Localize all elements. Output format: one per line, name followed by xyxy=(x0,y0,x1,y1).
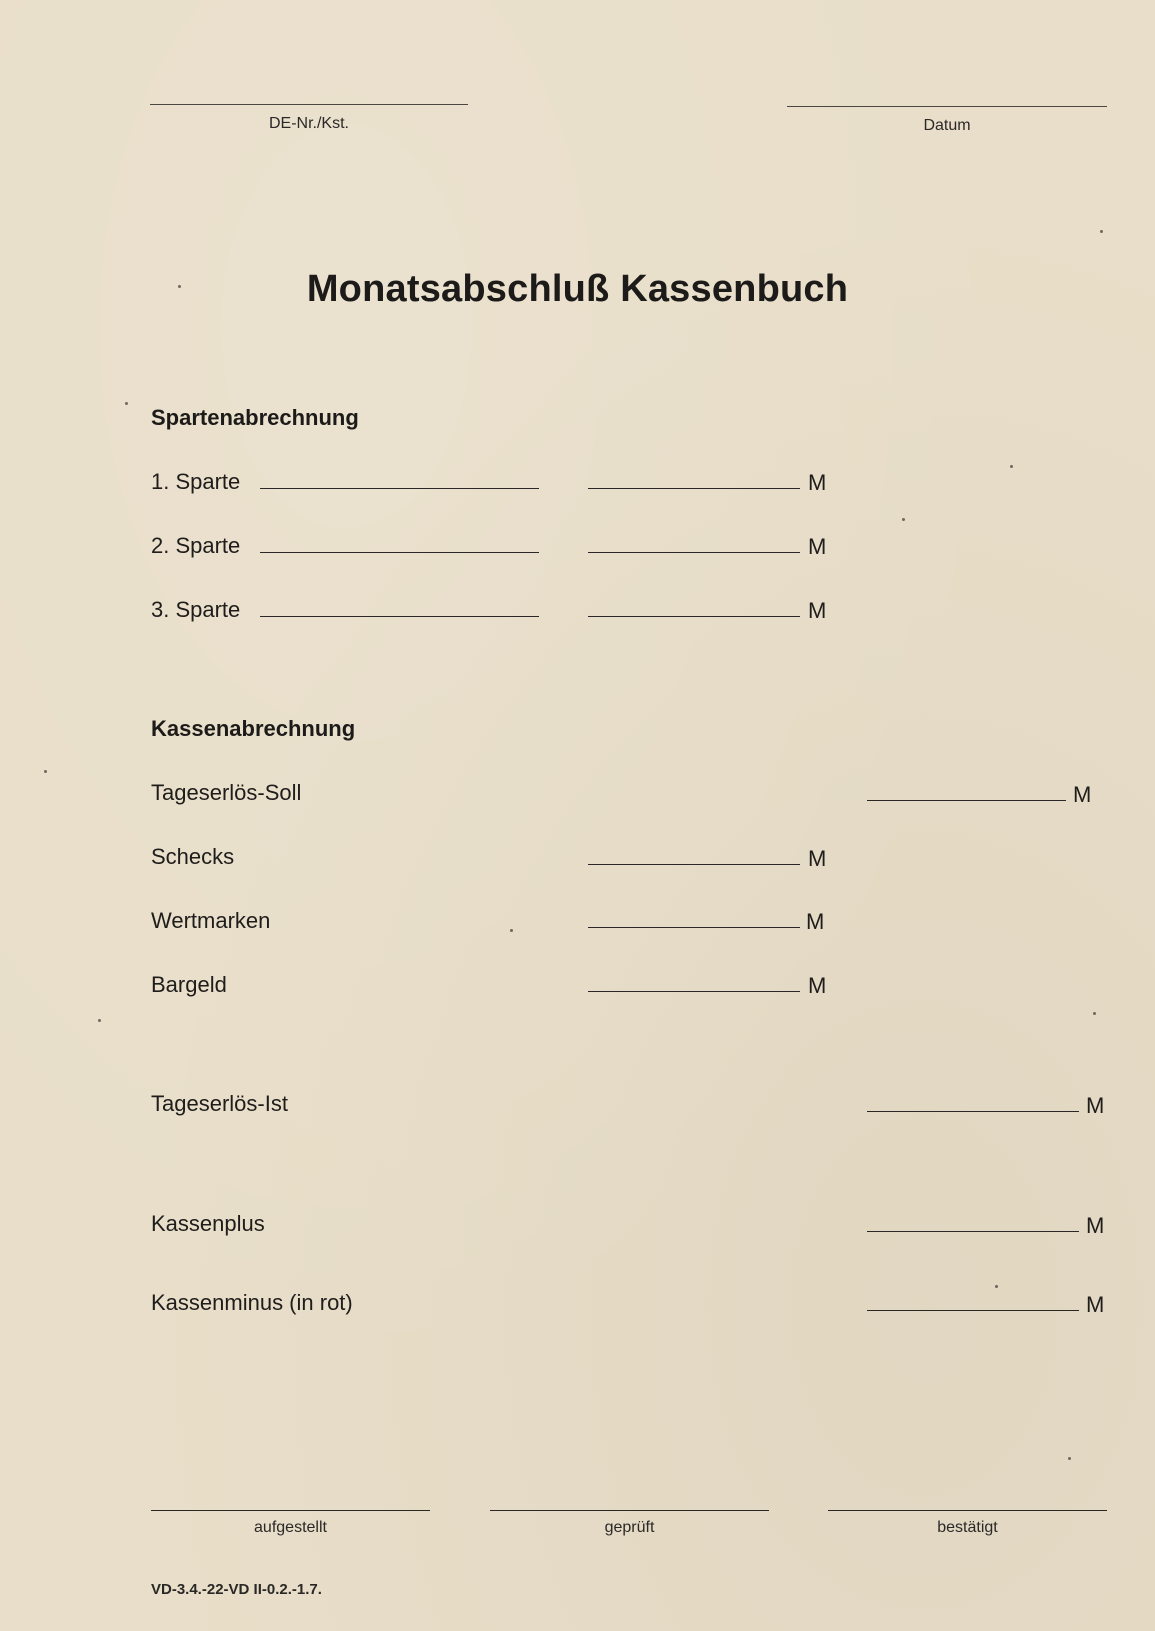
tageserloes-soll-line[interactable] xyxy=(867,800,1066,801)
form-code: VD-3.4.-22-VD II-0.2.-1.7. xyxy=(151,1581,322,1598)
kassenminus-label: Kassenminus (in rot) xyxy=(151,1290,353,1315)
de-nr-caption: DE-Nr./Kst. xyxy=(268,115,349,132)
bargeld-line[interactable] xyxy=(588,991,800,992)
paper-speck xyxy=(995,1285,998,1288)
sparte-2-unit: M xyxy=(808,534,827,559)
paper-speck xyxy=(902,518,905,521)
datum-caption: Datum xyxy=(923,117,971,134)
paper-speck xyxy=(1068,1457,1071,1460)
wertmarken-label: Wertmarken xyxy=(151,908,271,933)
tageserloes-ist-label: Tageserlös-Ist xyxy=(151,1091,288,1116)
schecks-line[interactable] xyxy=(588,864,800,865)
bargeld-unit: M xyxy=(808,973,827,998)
paper-speck xyxy=(1010,465,1013,468)
section-heading-kasse: Kassenabrechnung xyxy=(151,716,356,741)
signature-bestaetigt-line[interactable] xyxy=(828,1510,1107,1511)
page-title: Monatsabschluß Kassenbuch xyxy=(306,268,849,310)
kassenminus-unit: M xyxy=(1086,1292,1105,1317)
sparte-2-label: 2. Sparte xyxy=(151,533,241,558)
bargeld-label: Bargeld xyxy=(151,972,227,997)
signature-geprueft-caption: geprüft xyxy=(604,1519,655,1536)
sparte-1-unit: M xyxy=(808,470,827,495)
sparte-1-label: 1. Sparte xyxy=(151,469,241,494)
sparte-3-name-line[interactable] xyxy=(260,616,539,617)
kassenplus-label: Kassenplus xyxy=(151,1211,265,1236)
wertmarken-unit: M xyxy=(806,909,825,934)
paper-speck xyxy=(98,1019,101,1022)
tageserloes-ist-unit: M xyxy=(1086,1093,1105,1118)
sparte-2-amount-line[interactable] xyxy=(588,552,800,553)
schecks-unit: M xyxy=(808,846,827,871)
schecks-label: Schecks xyxy=(151,844,235,869)
tageserloes-soll-unit: M xyxy=(1073,782,1092,807)
paper-speck xyxy=(1093,1012,1096,1015)
sparte-3-amount-line[interactable] xyxy=(588,616,800,617)
kassenplus-line[interactable] xyxy=(867,1231,1079,1232)
paper-speck xyxy=(44,770,47,773)
sparte-1-name-line[interactable] xyxy=(260,488,539,489)
tageserloes-ist-line[interactable] xyxy=(867,1111,1079,1112)
wertmarken-line[interactable] xyxy=(588,927,800,928)
signature-bestaetigt-caption: bestätigt xyxy=(937,1519,998,1536)
sparte-3-label: 3. Sparte xyxy=(151,597,241,622)
section-heading-sparten: Spartenabrechnung xyxy=(151,405,359,430)
signature-aufgestellt-caption: aufgestellt xyxy=(254,1519,327,1536)
tageserloes-soll-label: Tageserlös-Soll xyxy=(151,780,302,805)
kassenplus-unit: M xyxy=(1086,1213,1105,1238)
de-nr-field-line[interactable] xyxy=(150,104,468,105)
paper-speck xyxy=(510,929,513,932)
paper-speck xyxy=(178,285,181,288)
signature-aufgestellt-line[interactable] xyxy=(151,1510,430,1511)
sparte-3-unit: M xyxy=(808,598,827,623)
datum-field-line[interactable] xyxy=(787,106,1107,107)
signature-geprueft-line[interactable] xyxy=(490,1510,769,1511)
kassenminus-line[interactable] xyxy=(867,1310,1079,1311)
paper-speck xyxy=(125,402,128,405)
sparte-2-name-line[interactable] xyxy=(260,552,539,553)
paper-speck xyxy=(1100,230,1103,233)
sparte-1-amount-line[interactable] xyxy=(588,488,800,489)
